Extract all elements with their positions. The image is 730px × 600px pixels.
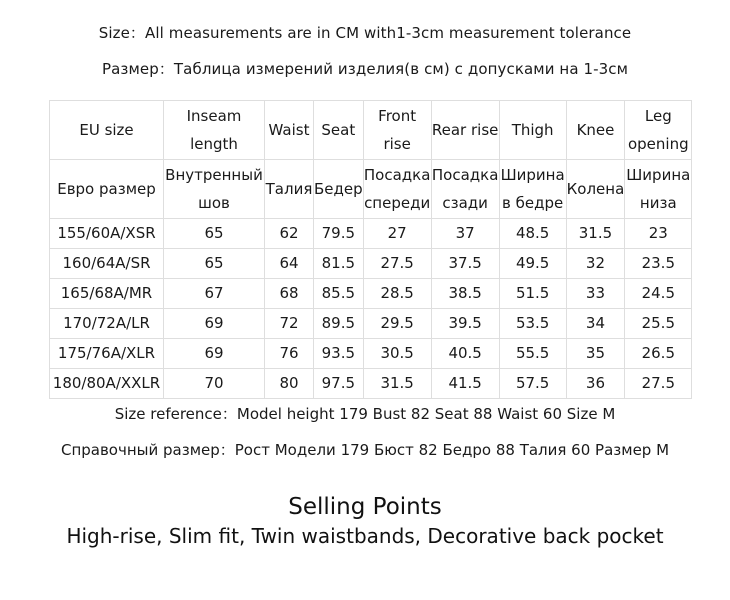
cell-leg-opening: 25.5 xyxy=(625,309,692,339)
size-reference-russian: Справочный размер：Рост Модели 179 Бюст 82 Бедро 88 Талия 60 Размер M xyxy=(60,441,670,459)
cell-eu-size: 170/72A/LR xyxy=(50,309,164,339)
cell-leg-opening: 23 xyxy=(625,219,692,249)
cell-seat: 79.5 xyxy=(314,219,364,249)
cell-leg-opening: 23.5 xyxy=(625,249,692,279)
cell-eu-size: 180/80A/XXLR xyxy=(50,369,164,399)
cell-thigh: 57.5 xyxy=(499,369,566,399)
cell-waist: 80 xyxy=(265,369,314,399)
table-row xyxy=(50,339,692,369)
cell-leg-opening: 26.5 xyxy=(625,339,692,369)
header-ru-eu-size: Евро размер xyxy=(50,160,164,219)
header-ru-knee: Колена xyxy=(566,160,625,219)
cell-waist: 68 xyxy=(265,279,314,309)
header-ru-thigh: Ширина в бедре xyxy=(499,160,566,219)
cell-rear-rise: 38.5 xyxy=(431,279,499,309)
cell-inseam-length: 65 xyxy=(164,249,265,279)
cell-seat: 85.5 xyxy=(314,279,364,309)
cell-seat: 81.5 xyxy=(314,249,364,279)
cell-inseam-length: 70 xyxy=(164,369,265,399)
cell-front-rise: 27.5 xyxy=(363,249,431,279)
cell-front-rise: 30.5 xyxy=(363,339,431,369)
cell-front-rise: 31.5 xyxy=(363,369,431,399)
cell-front-rise: 29.5 xyxy=(363,309,431,339)
cell-waist: 76 xyxy=(265,339,314,369)
header-ru-seat: Бедер xyxy=(314,160,364,219)
cell-knee: 34 xyxy=(566,309,625,339)
cell-rear-rise: 39.5 xyxy=(431,309,499,339)
cell-eu-size: 165/68A/MR xyxy=(50,279,164,309)
cell-seat: 93.5 xyxy=(314,339,364,369)
table-row xyxy=(50,219,692,249)
header-en-thigh: Thigh xyxy=(499,101,566,160)
cell-thigh: 51.5 xyxy=(499,279,566,309)
measurement-note-russian: Размер：Таблица измерений изделия(в см) с допусками на 1-3см xyxy=(101,60,629,78)
cell-inseam-length: 69 xyxy=(164,309,265,339)
cell-thigh: 53.5 xyxy=(499,309,566,339)
header-ru-waist: Талия xyxy=(265,160,314,219)
table-row xyxy=(50,309,692,339)
table-row xyxy=(50,369,692,399)
cell-eu-size: 160/64A/SR xyxy=(50,249,164,279)
cell-rear-rise: 41.5 xyxy=(431,369,499,399)
cell-front-rise: 27 xyxy=(363,219,431,249)
cell-knee: 33 xyxy=(566,279,625,309)
cell-leg-opening: 27.5 xyxy=(625,369,692,399)
header-ru-rear-rise: Посадка сзади xyxy=(431,160,499,219)
cell-knee: 32 xyxy=(566,249,625,279)
header-ru-inseam-length: Внутренный шов xyxy=(164,160,265,219)
cell-knee: 36 xyxy=(566,369,625,399)
header-en-leg-opening: Leg opening xyxy=(625,101,692,160)
table-row xyxy=(50,249,692,279)
size-reference-english: Size reference：Model height 179 Bust 82 Seat 88 Waist 60 Size M xyxy=(114,405,616,423)
header-en-waist: Waist xyxy=(265,101,314,160)
measurement-note-english: Size：All measurements are in CM with1-3cm measurement tolerance xyxy=(98,24,632,42)
header-en-rear-rise: Rear rise xyxy=(431,101,499,160)
cell-eu-size: 155/60A/XSR xyxy=(50,219,164,249)
cell-thigh: 49.5 xyxy=(499,249,566,279)
selling-points-title: Selling Points xyxy=(288,494,442,520)
header-en-eu-size: EU size xyxy=(50,101,164,160)
cell-thigh: 48.5 xyxy=(499,219,566,249)
cell-eu-size: 175/76A/XLR xyxy=(50,339,164,369)
cell-waist: 62 xyxy=(265,219,314,249)
header-en-inseam-length: Inseam length xyxy=(164,101,265,160)
header-ru-leg-opening: Ширина низа xyxy=(625,160,692,219)
cell-inseam-length: 67 xyxy=(164,279,265,309)
cell-seat: 97.5 xyxy=(314,369,364,399)
cell-leg-opening: 24.5 xyxy=(625,279,692,309)
table-row xyxy=(50,279,692,309)
cell-front-rise: 28.5 xyxy=(363,279,431,309)
cell-seat: 89.5 xyxy=(314,309,364,339)
header-en-front-rise: Front rise xyxy=(363,101,431,160)
cell-waist: 64 xyxy=(265,249,314,279)
cell-inseam-length: 69 xyxy=(164,339,265,369)
header-row-russian xyxy=(50,160,692,219)
cell-rear-rise: 37.5 xyxy=(431,249,499,279)
cell-knee: 31.5 xyxy=(566,219,625,249)
header-ru-front-rise: Посадка спереди xyxy=(363,160,431,219)
header-en-seat: Seat xyxy=(314,101,364,160)
cell-thigh: 55.5 xyxy=(499,339,566,369)
header-en-knee: Knee xyxy=(566,101,625,160)
size-chart-table xyxy=(49,100,692,399)
cell-waist: 72 xyxy=(265,309,314,339)
cell-rear-rise: 37 xyxy=(431,219,499,249)
selling-points-text: High-rise, Slim fit, Twin waistbands, Decorative back pocket xyxy=(66,524,664,548)
cell-rear-rise: 40.5 xyxy=(431,339,499,369)
cell-knee: 35 xyxy=(566,339,625,369)
cell-inseam-length: 65 xyxy=(164,219,265,249)
header-row-english xyxy=(50,101,692,160)
